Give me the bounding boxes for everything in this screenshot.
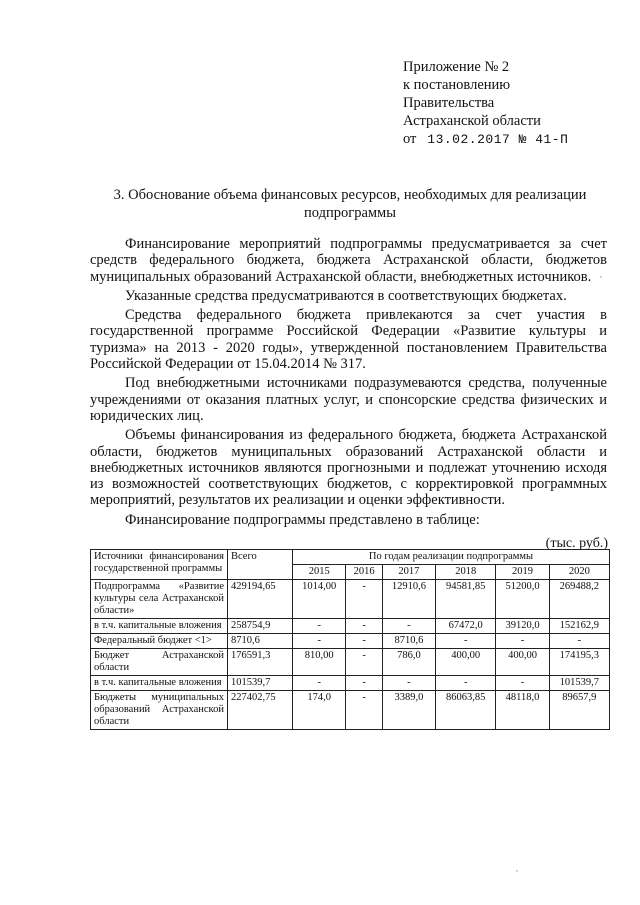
row-source: в т.ч. капитальные вложения — [91, 619, 228, 634]
row-value: - — [293, 676, 346, 691]
row-source: в т.ч. капитальные вложения — [91, 676, 228, 691]
table-row — [91, 691, 610, 730]
row-value: 1014,00 — [293, 580, 346, 619]
row-total: 258754,9 — [228, 619, 293, 634]
row-total: 176591,3 — [228, 649, 293, 676]
row-total: 8710,6 — [228, 634, 293, 649]
row-total: 227402,75 — [228, 691, 293, 730]
table-header-row — [91, 550, 610, 565]
row-value: - — [346, 691, 382, 730]
header-years: По годам реализации подпрограммы — [293, 550, 610, 565]
unit-label: (тыс. руб.) — [545, 536, 608, 551]
row-value: 174195,3 — [549, 649, 609, 676]
row-value: 67472,0 — [436, 619, 496, 634]
annex-title: Приложение № 2 — [403, 59, 510, 75]
financing-table — [90, 549, 610, 730]
row-value: 400,00 — [436, 649, 496, 676]
row-value: 269488,2 — [549, 580, 609, 619]
year-cell: 2015 — [293, 565, 346, 580]
row-total: 101539,7 — [228, 676, 293, 691]
paragraph: Указанные средства предусматриваются в соответствующих бюджетах. — [125, 287, 567, 304]
row-value: 174,0 — [293, 691, 346, 730]
annex-date-number: 13.02.2017 № 41-П — [427, 132, 569, 147]
row-total: 429194,65 — [228, 580, 293, 619]
row-value: 400,00 — [496, 649, 549, 676]
row-value: - — [382, 619, 435, 634]
paragraph: Объемы финансирования из федерального бюджета, бюджета Астраханской области, бюджетов муниципальных образований Астраханской области и внебюджетных источников являются прогнозными и подлежат уточнению исходя из возможностей соответствующих бюджетов, с корректировкой программных мероприятий, результатов их реализации и оценки эффективности. — [90, 427, 607, 509]
table-row — [91, 649, 610, 676]
row-value: - — [436, 634, 496, 649]
row-value: - — [346, 580, 382, 619]
row-value: - — [549, 634, 609, 649]
table-row — [91, 676, 610, 691]
row-value: 101539,7 — [549, 676, 609, 691]
row-value: - — [496, 634, 549, 649]
row-value: 810,00 — [293, 649, 346, 676]
annex-date-prefix: от — [403, 131, 417, 147]
body-text — [90, 236, 607, 528]
year-cell: 2016 — [346, 565, 382, 580]
year-cell: 2018 — [436, 565, 496, 580]
year-cell: 2020 — [549, 565, 609, 580]
annex-block — [403, 58, 623, 149]
annex-date-line — [403, 130, 623, 149]
paragraph: Финансирование мероприятий подпрограммы предусматривается за счет средств федерального бюджета, бюджета Астраханской области, бюджетов муниципальных образований Астраханской области, внебюджетных источников. — [90, 236, 607, 285]
annex-line-decree: к постановлению — [403, 77, 511, 93]
row-value: - — [346, 619, 382, 634]
section-heading: 3. Обоснование объема финансовых ресурсов, необходимых для реализации подпрограммы — [113, 187, 587, 221]
row-value: - — [436, 676, 496, 691]
row-value: - — [496, 676, 549, 691]
row-value: 786,0 — [382, 649, 435, 676]
row-value: 3389,0 — [382, 691, 435, 730]
row-value: 39120,0 — [496, 619, 549, 634]
row-value: - — [346, 634, 382, 649]
year-cell: 2019 — [496, 565, 549, 580]
table-row — [91, 580, 610, 619]
row-value: 12910,6 — [382, 580, 435, 619]
row-source: Подпрограмма «Развитие культуры села Астраханской области» — [91, 580, 228, 619]
row-value: 8710,6 — [382, 634, 435, 649]
year-cell: 2017 — [382, 565, 435, 580]
annex-line-region: Астраханской области — [403, 113, 541, 129]
row-source: Федеральный бюджет <1> — [91, 634, 228, 649]
row-source: Бюджет Астраханской области — [91, 649, 228, 676]
table-row — [91, 619, 610, 634]
table-row — [91, 634, 610, 649]
paragraph: Финансирование подпрограммы представлено в таблице: — [125, 511, 480, 528]
paragraph: Средства федерального бюджета привлекаются за счет участия в государственной программе Российской Федерации «Развитие культуры и туризма» на 2013 - 2020 годы», утвержденной постановлением Правительства Российской Федерации от 15.04.2014 № 317. — [90, 307, 607, 373]
row-value: 86063,85 — [436, 691, 496, 730]
row-value: 89657,9 — [549, 691, 609, 730]
annex-line-government: Правительства — [403, 95, 495, 111]
row-value: - — [382, 676, 435, 691]
scan-mark: , — [516, 864, 518, 873]
row-value: - — [346, 676, 382, 691]
paragraph: Под внебюджетными источниками подразумеваются средства, полученные учреждениями от оказания платных услуг, и спонсорские средства физических и юридических лиц. — [90, 375, 607, 424]
header-total: Всего — [228, 550, 293, 580]
row-value: 94581,85 — [436, 580, 496, 619]
row-source: Бюджеты муниципальных образований Астраханской области — [91, 691, 228, 730]
row-value: - — [346, 649, 382, 676]
scan-mark: , — [600, 270, 602, 279]
header-source: Источники финансирования государственной программы — [91, 550, 228, 580]
row-value: - — [293, 619, 346, 634]
row-value: 51200,0 — [496, 580, 549, 619]
row-value: 152162,9 — [549, 619, 609, 634]
row-value: 48118,0 — [496, 691, 549, 730]
row-value: - — [293, 634, 346, 649]
